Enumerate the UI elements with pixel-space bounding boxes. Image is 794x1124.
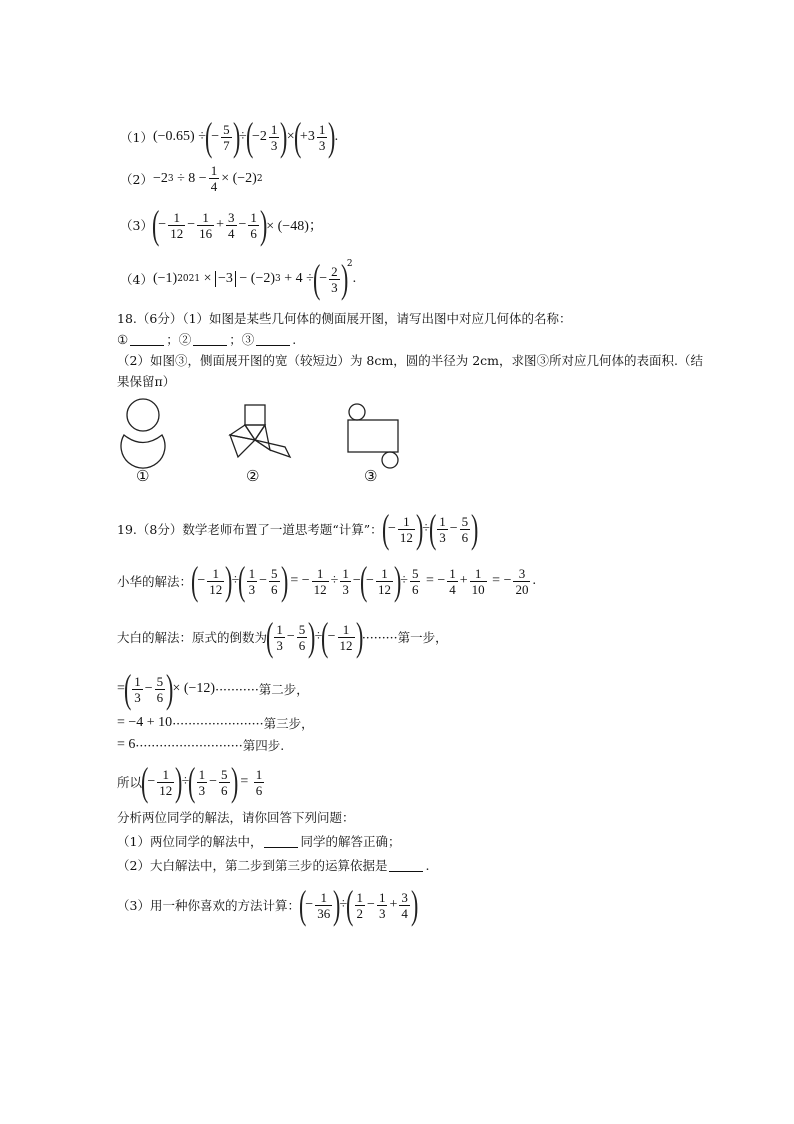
figure-2-pyramid-net xyxy=(230,405,290,457)
q18-line3: （2）如图③，侧面展开图的宽（较短边）为 8cm，圆的半径为 2cm，求图③所对应几何体的表面积.（结 xyxy=(117,353,703,368)
q19-dabai-step1: 大白的解法：原式的倒数为 ( $\frac{1}{3}$ − $\frac{5}{6}$ ) ÷ ( − $\frac{1}{12}$ ) ·········第一步， xyxy=(117,614,448,659)
q19-dabai-step4: = 6 ···························第四步. xyxy=(117,737,285,753)
q17-3: （3） ( − $\frac{1}{12}$ − $\frac{1}{16}$ + $\frac{3}{4}$ − $\frac{1}{6}$ ) × (−48)； xyxy=(120,202,323,247)
figure-3-label: ③ xyxy=(364,467,378,485)
figure-3-cylinder-net xyxy=(348,404,398,468)
q17-1: （1） (−0.65) ÷ ( − $\frac{5}{7}$ ) ÷ ( −2 $\frac{1}{3}$ ) × ( +3 $\frac{1}{3}$ ) . xyxy=(120,114,339,159)
q19-analysis: 分析两位同学的解法，请你回答下列问题： xyxy=(117,810,355,825)
q17-2: （2） −2 3 ÷ 8 − $\frac{1}{4}$ × (−2) 2 xyxy=(120,163,263,194)
q19-dabai-step2: = ( $\frac{1}{3}$ − $\frac{5}{6}$ ) × (−12) ···········第二步， xyxy=(117,666,309,711)
net-figures xyxy=(110,395,430,490)
q18-line1: 18.（6分）（1）如图是某些几何体的侧面展开图，请写出图中对应几何体的名称： xyxy=(117,311,572,326)
figure-1-label: ① xyxy=(136,467,150,485)
q19-sub2: （2）大白解法中，第二步到第三步的运算依据是 . xyxy=(117,857,430,873)
figure-1-cone-net xyxy=(121,399,165,468)
q19-xiaohua: 小华的解法： ( − $\frac{1}{12}$ ) ÷ ( $\frac{1}{3}$ − $\frac{5}{6}$ ) = − $\frac{1}{12}$ ÷ $\frac{1}{3}$ − ( − $\frac{1}{12}$ ) ÷ $\frac{5}{6}$ = − $\frac{1}{4}$ + $\frac{1}{10}$ = − $\frac{3}{20}$ . xyxy=(117,558,536,603)
q19-intro: 19.（8分）数学老师布置了一道思考题“计算”： ( − $\frac{1}{12}$ ) ÷ ( $\frac{1}{3}$ − $\frac{5}{6}$ ) xyxy=(117,506,479,551)
q18-line4: 果保留π） xyxy=(117,374,176,389)
q19-sub1: （1）两位同学的解法中， 同学的解答正确； xyxy=(117,834,401,849)
q18-line2: ① ；② ；③ . xyxy=(117,331,297,347)
figure-2-label: ② xyxy=(246,467,260,485)
q19-conclusion: 所以 ( − $\frac{1}{12}$ ) ÷ ( $\frac{1}{3}$ − $\frac{5}{6}$ ) = $\frac{1}{6}$ xyxy=(117,759,263,804)
q19-dabai-step3: = −4 + 10 ·······················第三步， xyxy=(117,715,314,731)
q19-sub3: （3）用一种你喜欢的方法计算： ( − $\frac{1}{36}$ ) ÷ ( $\frac{1}{2}$ − $\frac{1}{3}$ + $\frac{3}{4}$ ) xyxy=(117,882,419,927)
q17-4: （4） (−1) 2021 × −3 − (−2) 3 + 4 ÷ ( − $\frac{2}{3}$ ) 2 . xyxy=(120,256,357,301)
